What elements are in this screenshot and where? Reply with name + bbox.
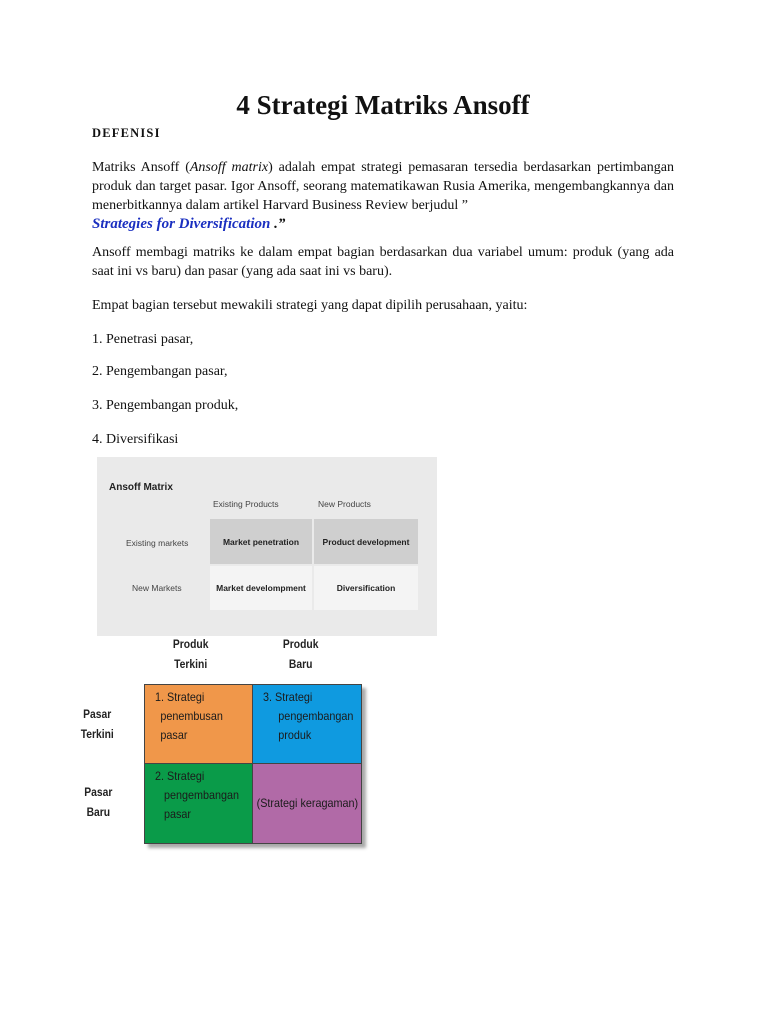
quadrant-grid (144, 684, 362, 844)
definition-paragraph (92, 158, 674, 234)
page-title: 4 Strategi Matriks Ansoff (236, 90, 530, 120)
list-item: 3. Pengembangan produk, (92, 398, 239, 413)
quadrant-strategi-keragaman: (Strategi keragaman) (253, 764, 361, 843)
quadrant-pengembangan-pasar: 2. Strategi pengembangan pasar (145, 764, 252, 843)
quadrant-penembusan-pasar: 1. Strategi penembusan pasar (145, 685, 252, 763)
row-header-new-markets: New Markets (132, 583, 182, 593)
list-item: 2. Pengembangan pasar, (92, 364, 228, 379)
list-item: 1. Penetrasi pasar, (92, 332, 194, 347)
article-title: Strategies for Diversification (92, 216, 271, 232)
cell-product-development: Product development (314, 519, 418, 564)
col-header-produk-baru: Produk Baru (282, 637, 319, 671)
list-item: 4. Diversifikasi (92, 432, 179, 447)
p1-closing: .” (270, 216, 286, 232)
strategies-intro-paragraph: Empat bagian tersebut mewakili strategi yang dapat dipilih perusahaan, yaitu: (92, 298, 528, 313)
section-heading: DEFENISI (92, 126, 161, 140)
strategy-quadrant-figure (78, 634, 378, 852)
variables-paragraph: Ansoff membagi matriks ke dalam empat bagian berdasarkan dua variabel umum: produk (yang ada saat ini vs baru) dan pasar (yang ada saat ini vs baru). (92, 245, 674, 279)
ansoff-matrix-figure (97, 457, 437, 636)
cell-market-penetration: Market penetration (210, 519, 312, 564)
p1-after: ) adalah empat strategi pemasaran tersedia berdasarkan pertimbangan produk dan target pasar. Igor Ansoff, seorang matematikawan Rusia Amerika, mengembangkannya dan menerbitkannya dalam artikel Harvard Business Review berjudul ” (92, 160, 674, 213)
col-header-existing-products: Existing Products (213, 499, 279, 509)
figure-title: Ansoff Matrix (109, 482, 173, 493)
p1-before: Matriks Ansoff ( (92, 160, 190, 175)
col-header-new-products: New Products (318, 499, 371, 509)
cell-diversification: Diversification (314, 566, 418, 610)
cell-market-development: Market develompment (210, 566, 312, 610)
col-header-produk-terkini: Produk Terkini (172, 637, 209, 671)
p1-italic-term: Ansoff matrix (189, 160, 269, 175)
quadrant-pengembangan-produk: 3. Strategi pengembangan produk (253, 685, 361, 763)
row-header-pasar-terkini: Pasar Terkini (80, 707, 114, 741)
row-header-pasar-baru: Pasar Baru (84, 785, 113, 819)
row-header-existing-markets: Existing markets (126, 538, 189, 548)
